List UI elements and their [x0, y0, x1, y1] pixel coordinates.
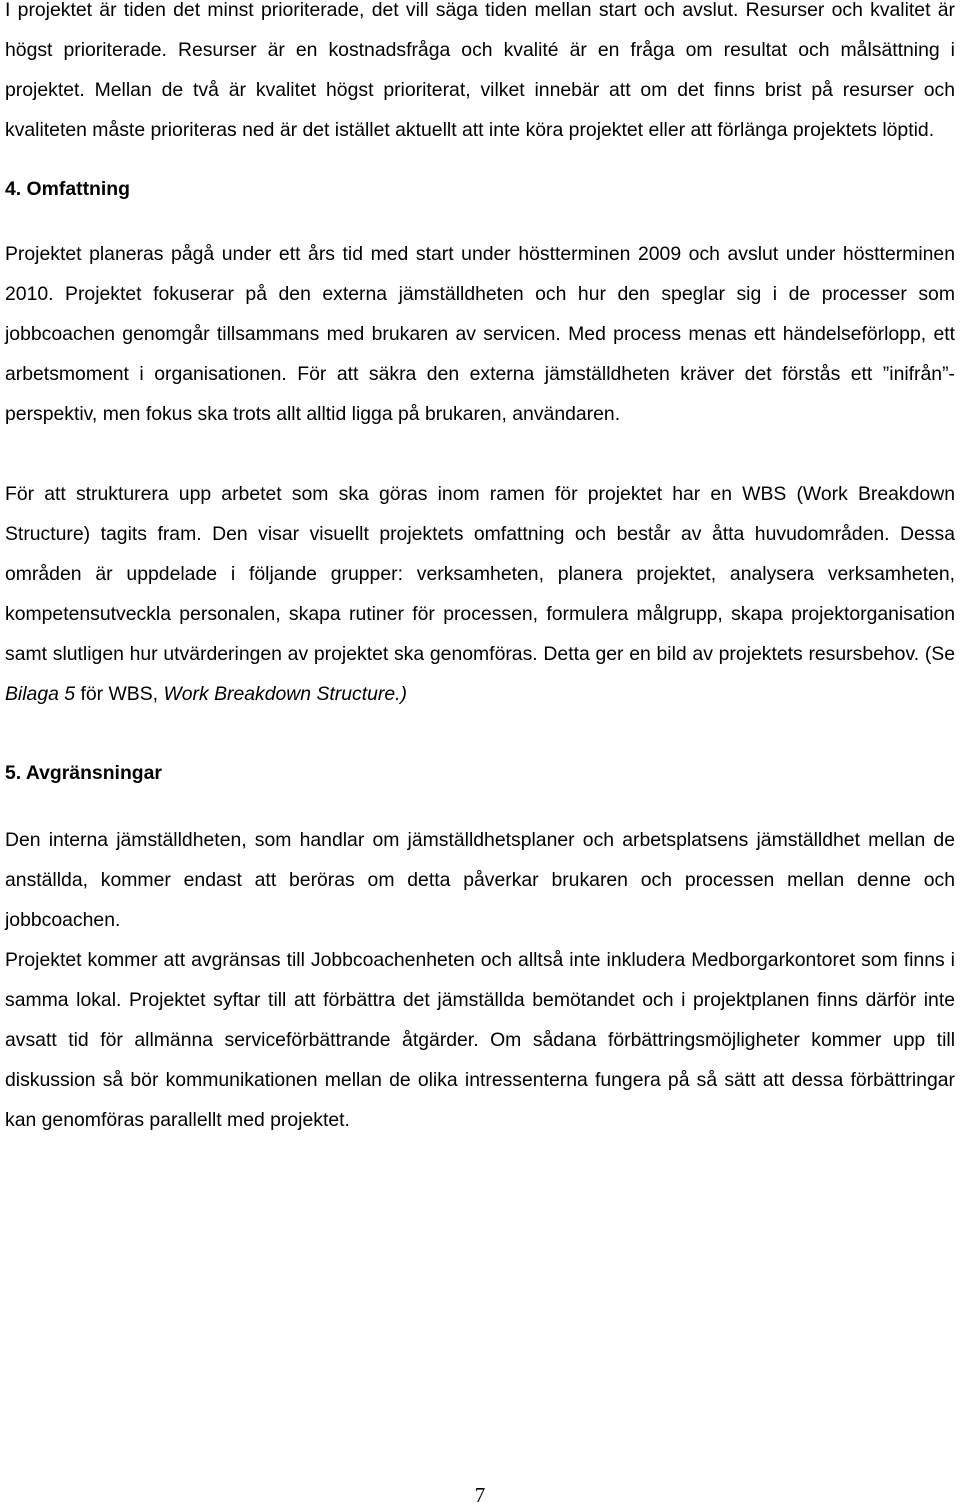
page-number: 7 [474, 1483, 486, 1507]
section-5-paragraph-2: Projektet kommer att avgränsas till Jobbcoachenheten och alltså inte inkludera Medborgarkontoret som finns i samma lokal. Projektet syftar till att förbättra det jämställda bemötandet och i projektplanen finns därför inte avsatt tid för allmänna serviceförbättrande åtgärder. Om sådana förbättringsmöjligheter kommer upp till diskussion så bör kommunikationen mellan de olika intressenterna fungera på så sätt att dessa förbättringar kan genomföras parallellt med projektet. [5, 949, 955, 1131]
section-4-paragraph-2-mid: för WBS, [75, 683, 164, 705]
appendix-reference: Bilaga 5 [5, 683, 76, 705]
intro-paragraph: I projektet är tiden det minst prioriterade, det vill säga tiden mellan start och avslut. Resurser och kvalitet är högst prioriterade. Resurser är en kostnadsfråga och kvalité är en fråga om resultat och målsättning i projektet. Mellan de två är kvalitet högst prioriterat, vilket innebär att om det finns brist på resurser och kvaliteten måste prioriteras ned är det istället aktuellt att inte köra projektet eller att förlänga projektets löptid. [5, 0, 955, 141]
section-4-heading: 4. Omfattning [5, 178, 130, 200]
wbs-reference: Work Breakdown Structure.) [163, 683, 407, 705]
document-page [5, 0, 955, 1140]
section-4-paragraph-2 [5, 474, 955, 714]
section-5-heading: 5. Avgränsningar [5, 762, 162, 784]
section-4-paragraph-1: Projektet planeras pågå under ett års tid med start under höstterminen 2009 och avslut under höstterminen 2010. Projektet fokuserar på den externa jämställdheten och hur den speglar sig i de processer som jobbcoachen genomgår tillsammans med brukaren av servicen. Med process menas ett händelseförlopp, ett arbetsmoment i organisationen. För att säkra den externa jämställdheten kräver det förstås ett ”inifrån”-perspektiv, men fokus ska trots allt alltid ligga på brukaren, användaren. [5, 243, 955, 425]
section-4-paragraph-2-text: För att strukturera upp arbetet som ska göras inom ramen för projektet har en WBS (Work Breakdown Structure) tagits fram. Den visar visuellt projektets omfattning och består av åtta huvudområden. Dessa områden är uppdelade i följande grupper: verksamheten, planera projektet, analysera verksamheten, kompetensutveckla personalen, skapa rutiner för processen, formulera målgrupp, skapa projektorganisation samt slutligen hur utvärderingen av projektet ska genomföras. Detta ger en bild av projektets resursbehov. (Se [5, 483, 955, 665]
section-5-paragraph-1: Den interna jämställdheten, som handlar om jämställdhetsplaner och arbetsplatsens jämställdhet mellan de anställda, kommer endast att beröras om detta påverkar brukaren och processen mellan denne och jobbcoachen. [5, 829, 955, 931]
